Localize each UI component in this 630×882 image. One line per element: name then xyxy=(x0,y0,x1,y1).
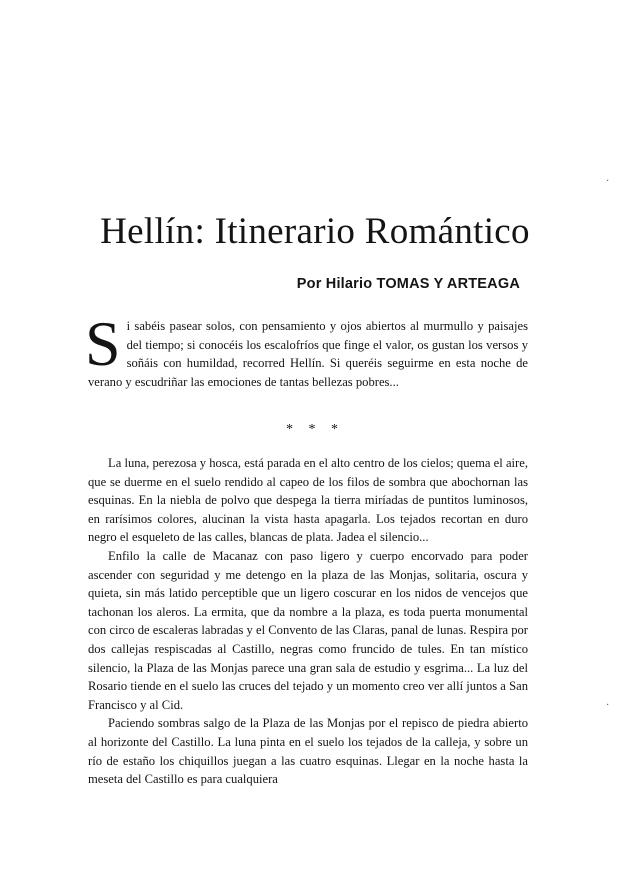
body-paragraph: Paciendo sombras salgo de la Plaza de las Monjas por el repisco de piedra abierto al horizonte del Castillo. La luna pinta en el suelo los tejados de la calleja, y sobre un río de estaño los chiquillos juegan a las cuatro esquinas. Llegar en la noche hasta la meseta del Castillo es para cualquiera xyxy=(88,716,528,787)
drop-cap: S xyxy=(85,308,121,379)
intro-text: i sabéis pasear solos, con pensamiento y ojos abiertos al murmullo y paisajes del tiempo; si conocéis los escalofríos que finge el valor, os gustan los versos y soñáis con humildad, recorred Hellín. Si queréis seguirme en esta noche de verano y escudriñar las emociones de tantas bellezas pobres... xyxy=(88,319,528,390)
scan-speck: · xyxy=(606,700,610,711)
scan-speck: · xyxy=(606,176,610,187)
body-paragraph: Enfilo la calle de Macanaz con paso ligero y cuerpo encorvado para poder ascender con seguridad y me detengo en la plaza de las Monjas, solitaria, oscura y quieta, sin más latido perceptible que un ligero coscurar en los nidos de vencejos que tachonan los aleros. La ermita, que da nombre a la plaza, es toda puerta monumental con circo de escaleras labradas y el Convento de las Claras, panal de lunas. Respira por dos callejas respiscadas al Castillo, negras como fruncido de tules. En tan místico silencio, la Plaza de las Monjas parece una gran sala de estudio y esgrima... La luz del Rosario tiende en el suelo las cruces del tejado y un momento creo ver allí juntos a San Francisco y al Cid. xyxy=(88,548,528,712)
body-paragraph: La luna, perezosa y hosca, está parada en el alto centro de los cielos; quema el aire, que se duerme en el suelo rendido al capeo de los filos de sombra que abochornan las esquinas. En la niebla de polvo que despega la tierra miríadas de puntitos luminosos, en rarísimos colores, alucinan la vista hasta apagarla. Los tejados recortan en duro negro el esqueleto de las calles, blancas de plata. Jadea el silencio... xyxy=(88,456,528,545)
article-title: Hellín: Itinerario Romántico xyxy=(100,211,530,252)
section-separator: * * * xyxy=(286,422,344,437)
article-body xyxy=(88,454,528,789)
intro-paragraph xyxy=(85,308,528,392)
author-byline: Por Hilario TOMAS Y ARTEAGA xyxy=(296,276,520,292)
